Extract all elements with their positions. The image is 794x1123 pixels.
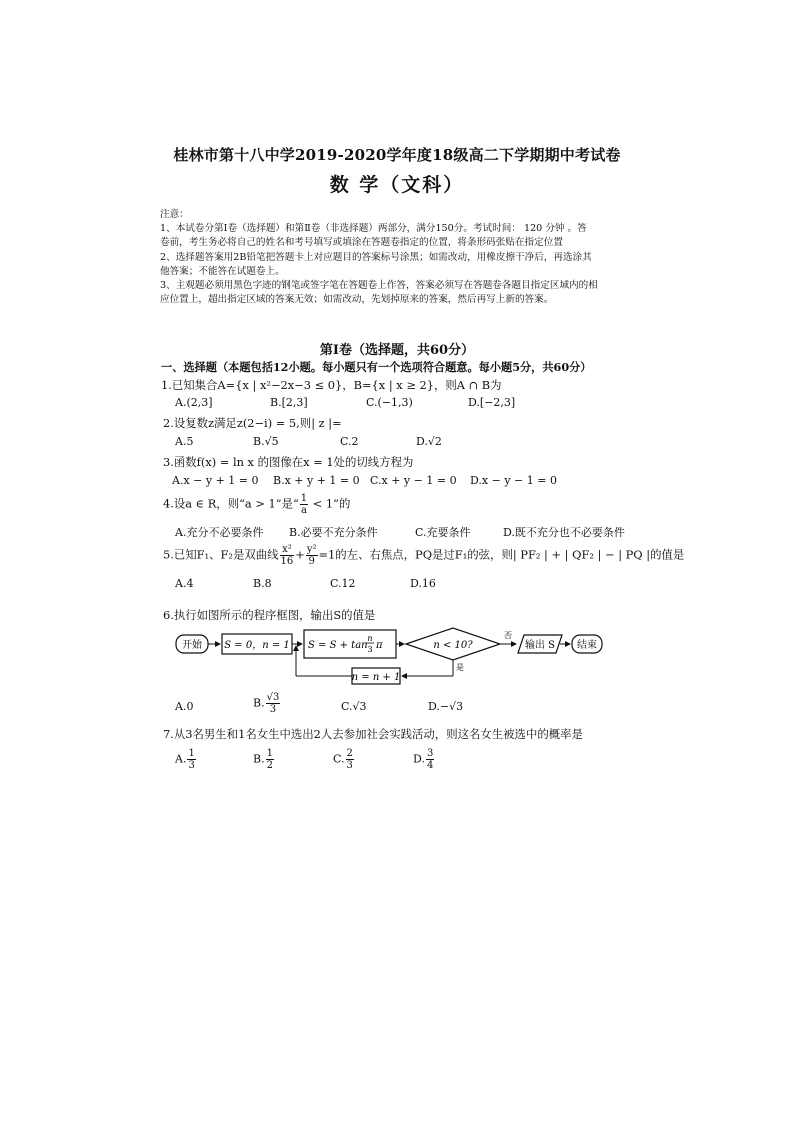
- question-6-stem: 6.执行如图所示的程序框图，输出S的值是: [163, 608, 376, 622]
- flowchart: [166, 624, 606, 692]
- q7-opta-num: 1: [188, 748, 195, 759]
- note-line: 应位置上，超出指定区域的答案无效；如需改动，先划掉原来的答案，然后再写上新的答案。: [160, 294, 554, 306]
- part-heading: 一、选择题（本题包括12小题。每小题只有一个选项符合题意。每小题5分，共60分）: [161, 360, 592, 374]
- q7-optc-den: 3: [346, 760, 353, 771]
- q5-option-b: B.8: [253, 577, 272, 590]
- q4-option-a: A.充分不必要条件: [175, 526, 264, 539]
- q6-option-a: A.0: [175, 700, 194, 713]
- q5-stem-a: 5.已知F₁、F₂是双曲线: [163, 547, 279, 562]
- note-line: 他答案；不能答在试题卷上。: [160, 265, 285, 277]
- q6-option-b-fraction: [266, 692, 281, 715]
- q7-option-d: [413, 748, 435, 771]
- q6-option-b: [253, 692, 281, 715]
- q1-option-b: B.[2,3]: [270, 396, 308, 409]
- flow-start-label: 开始: [182, 640, 202, 651]
- q7-option-b-label: B.: [253, 752, 265, 766]
- q5-frac2-den: 9: [308, 556, 315, 567]
- q7-optd-num: 3: [426, 748, 434, 759]
- note-line: 2、选择题答案用2B铅笔把答题卡上对应题目的答案标号涂黑；如需改动，用橡皮擦干净后，再选涂其: [160, 251, 592, 263]
- flow-init-label: S = 0，n = 1: [224, 640, 290, 651]
- q4-option-b: B.必要不充分条件: [289, 526, 378, 539]
- flow-update-num: n: [367, 634, 373, 643]
- section-title: 第Ⅰ卷（选择题，共60分）: [319, 343, 475, 358]
- question-7-stem: 7.从3名男生和1名女生中选出2人去参加社会实践活动，则这名女生被选中的概率是: [163, 727, 583, 741]
- q6-option-c: C.√3: [341, 700, 367, 713]
- q5-option-d: D.16: [410, 577, 436, 590]
- q7-option-c-label: C.: [333, 752, 345, 766]
- q3-option-a: A.x − y + 1 = 0: [172, 474, 259, 487]
- q4-frac-den: a: [300, 505, 307, 516]
- q6-option-b-label: B.: [253, 696, 265, 710]
- exam-subtitle: 数 学（文科）: [329, 174, 465, 196]
- note-line: 卷前，考生务必将自己的姓名和考号填写或填涂在答题卷指定的位置，将条形码张贴在指定位置: [160, 237, 563, 249]
- q1-option-d: D.[−2,3]: [468, 396, 516, 409]
- q4-option-c: C.充要条件: [415, 526, 471, 539]
- flow-update-pi: π: [376, 640, 383, 651]
- q2-option-b: B.√5: [253, 435, 279, 448]
- q5-plus: +: [295, 547, 305, 562]
- q7-option-a-fraction: [187, 748, 195, 771]
- flow-condition-label: n < 10?: [433, 640, 473, 651]
- question-2-stem: 2.设复数z满足z(2−i) = 5,则| z |=: [163, 416, 342, 430]
- q6-optb-den: 3: [269, 704, 277, 715]
- q5-frac2-num: y²: [306, 544, 317, 555]
- q5-frac1-num: x²: [280, 544, 295, 556]
- q3-option-b: B.x + y + 1 = 0: [273, 474, 360, 487]
- note-line: 1、本试卷分第Ⅰ卷（选择题）和第Ⅱ卷（非选择题）两部分，满分150分。考试时间： 120 分钟 。答: [160, 223, 587, 235]
- q3-option-c: C.x + y − 1 = 0: [370, 474, 457, 487]
- flow-end-label: 结束: [577, 640, 597, 651]
- flow-increment-label: n = n + 1: [351, 672, 401, 683]
- q7-option-c-fraction: [346, 748, 354, 771]
- q7-optb-den: 2: [266, 760, 273, 771]
- q5-frac1-den: 16: [280, 556, 294, 567]
- q7-optc-num: 2: [346, 748, 353, 759]
- q5-fraction-1: [280, 544, 295, 567]
- q7-option-d-fraction: [426, 748, 434, 771]
- q7-option-b: [253, 748, 275, 771]
- q5-fraction-2: [306, 544, 318, 567]
- q7-option-b-fraction: [266, 748, 274, 771]
- flow-update-den: 3: [367, 645, 373, 654]
- question-5-stem: [163, 544, 684, 567]
- exam-title: 桂林市第十八中学2019-2020学年度18级高二下学期期中考试卷: [173, 146, 621, 164]
- q7-option-a: [175, 748, 197, 771]
- q6-option-d: D.−√3: [428, 700, 464, 713]
- q7-optd-den: 4: [426, 760, 434, 771]
- q7-option-a-label: A.: [175, 752, 187, 766]
- q1-option-a: A.(2,3]: [175, 396, 213, 409]
- note-line: 3、主观题必须用黑色字迹的钢笔或签字笔在答题卷上作答，答案必须写在答题卷各题目指定区域内的相: [160, 280, 598, 292]
- flow-yes-label: 是: [456, 663, 464, 672]
- q5-stem-b: =1的左、右焦点，PQ是过F₁的弦，则| PF₂ | + | QF₂ | − | PQ |的值是: [318, 547, 685, 562]
- flow-no-label: 否: [504, 631, 512, 640]
- q7-opta-den: 3: [188, 760, 195, 771]
- q7-optb-num: 1: [266, 748, 273, 759]
- question-1-stem: 1.已知集合A={x | x²−2x−3 ≤ 0}，B={x | x ≥ 2}，则A ∩ B为: [161, 378, 502, 392]
- flow-update-label-a: S = S + tan: [308, 640, 368, 651]
- q6-optb-num: √3: [266, 692, 280, 703]
- q2-option-d: D.√2: [416, 435, 442, 448]
- notes-heading: 注意：: [160, 209, 189, 220]
- q4-stem-a: 4.设a ∈ R，则“a > 1”是“: [163, 496, 299, 511]
- q4-option-d: D.既不充分也不必要条件: [503, 526, 625, 539]
- q3-option-d: D.x − y − 1 = 0: [470, 474, 557, 487]
- q4-frac-num: 1: [300, 493, 308, 504]
- flow-output-label: 输出 S: [524, 640, 556, 651]
- q1-option-c: C.(−1,3): [366, 396, 413, 409]
- q2-option-a: A.5: [175, 435, 194, 448]
- q4-stem-b: < 1”的: [309, 496, 351, 511]
- question-4-stem: [163, 493, 350, 516]
- notes-block: [160, 208, 660, 307]
- q2-option-c: C.2: [340, 435, 359, 448]
- q5-option-a: A.4: [175, 577, 194, 590]
- question-3-stem: 3.函数f(x) = ln x 的图像在x = 1处的切线方程为: [163, 455, 414, 469]
- q7-option-c: [333, 748, 355, 771]
- q5-option-c: C.12: [330, 577, 356, 590]
- q7-option-d-label: D.: [413, 752, 425, 766]
- flowchart-svg: [166, 624, 606, 688]
- q4-fraction: [300, 493, 308, 516]
